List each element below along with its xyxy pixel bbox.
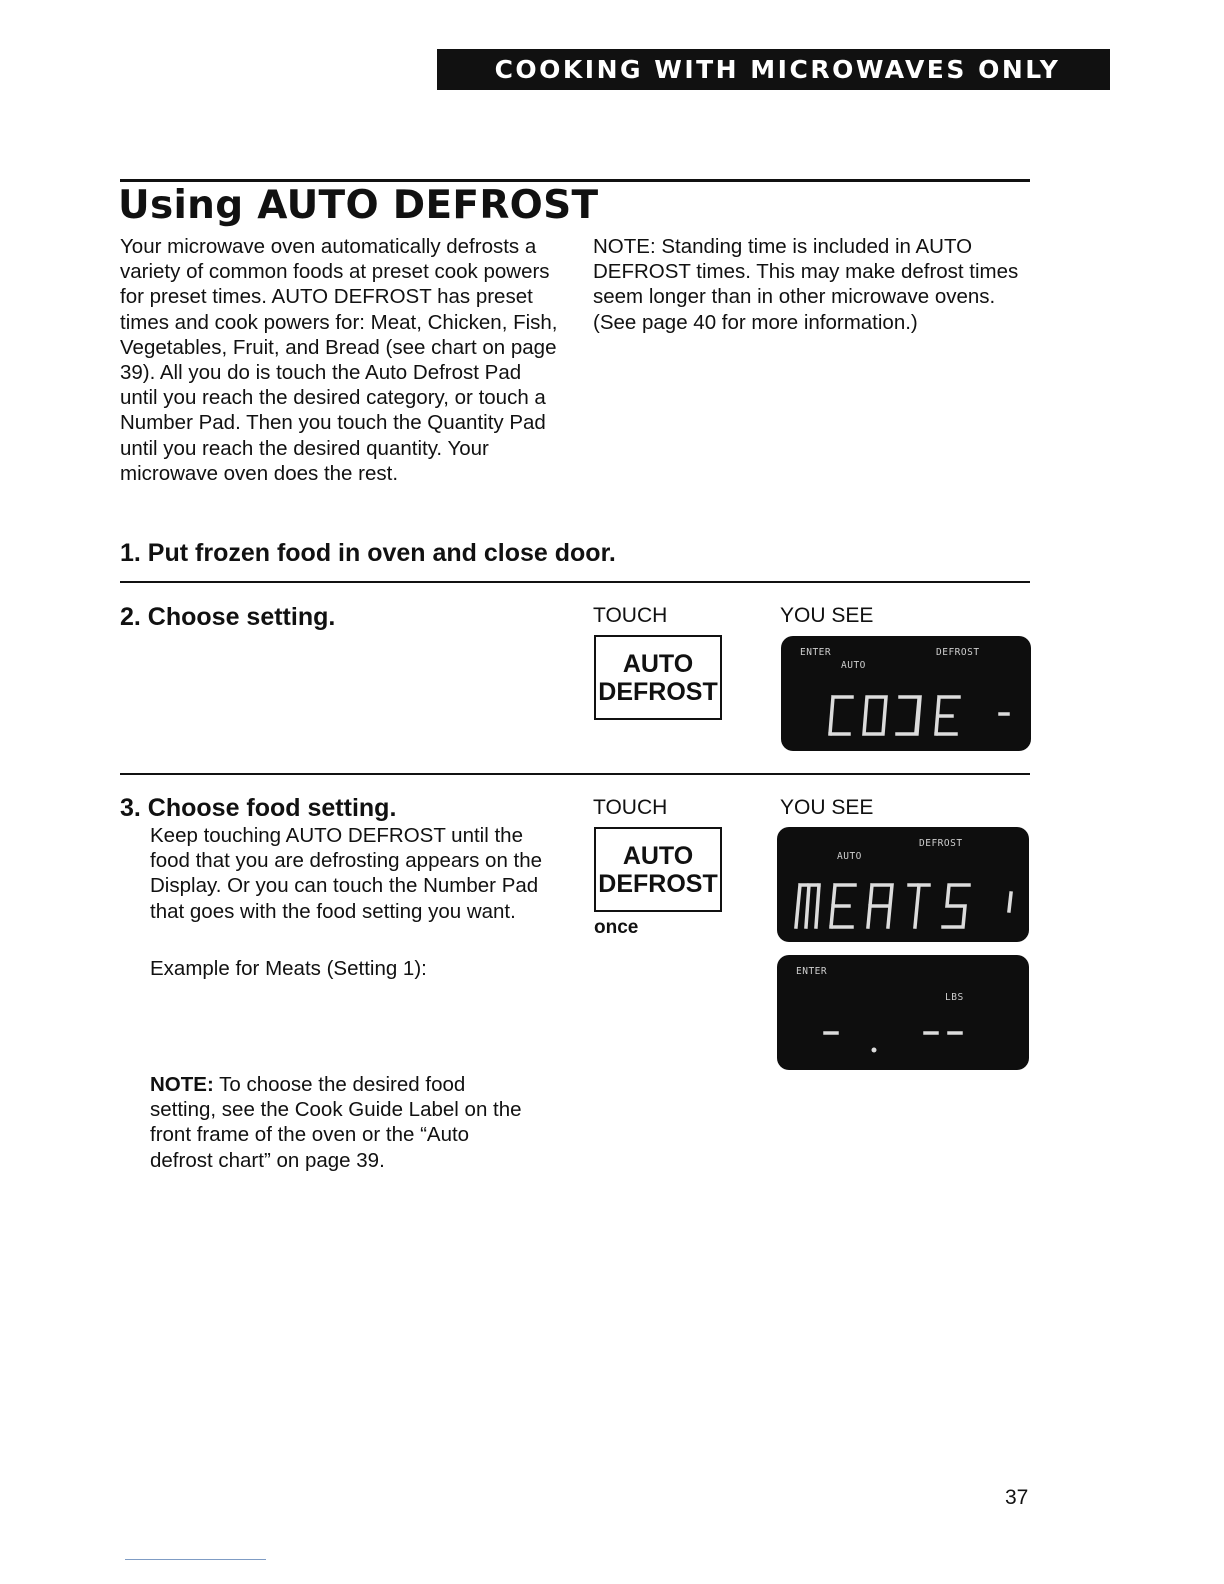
step-3-instructions: Keep touching AUTO DEFROST until the food that you are defrosting appears on the Display. Or you can touch the Number Pad that goes with the food setting you want.	[150, 824, 543, 923]
step-2-you-see-label: YOU SEE	[780, 604, 874, 627]
meats-readout-segments	[777, 827, 1029, 942]
page-title: Using AUTO DEFROST	[118, 183, 599, 228]
indicator-lbs: LBS	[945, 992, 964, 1003]
indicator-auto: AUTO	[837, 851, 862, 862]
quantity-readout-segments	[777, 955, 1029, 1070]
step-3-heading: 3. Choose food setting.	[120, 794, 397, 822]
step-2-touch-label: TOUCH	[593, 604, 668, 627]
section-header-bar	[437, 49, 1110, 90]
food-setting-note	[150, 1072, 530, 1173]
step-3-touch-label: TOUCH	[593, 796, 668, 819]
display-code	[781, 636, 1031, 751]
title-rule	[120, 179, 1030, 182]
step-1-heading: 1. Put frozen food in oven and close door.	[120, 539, 616, 567]
indicator-defrost: DEFROST	[919, 838, 963, 849]
food-setting-note-text: To choose the desired food setting, see the Cook Guide Label on the front frame of the oven or the “Auto defrost chart” on page 39.	[150, 1073, 522, 1172]
section-header-title: COOKING WITH MICROWAVES ONLY	[494, 55, 1061, 84]
indicator-defrost: DEFROST	[936, 647, 980, 658]
display-meats	[777, 827, 1029, 942]
auto-defrost-pad-step3-line2: DEFROST	[598, 869, 718, 898]
indicator-enter: ENTER	[796, 966, 828, 977]
auto-defrost-pad-line2: DEFROST	[598, 677, 718, 706]
indicator-enter: ENTER	[800, 647, 832, 658]
note-text: Standing time is included in AUTO DEFROST times. This may make defrost times seem longer than in other microwave ovens. (See page 40 for more information.)	[593, 235, 1019, 334]
intro-paragraph: Your microwave oven automatically defrosts a variety of common foods at preset cook powers for preset times. AUTO DEFROST has preset times and cook powers for: Meat, Chicken, Fish, Vegetables, Fruit, and Bread (see chart on page 39). All you do is touch the Auto Defrost Pad until you reach the desired category, or touch a Number Pad. Then you touch the Quantity Pad until you reach the desired quantity. Your microwave oven does the rest.	[120, 235, 558, 485]
display-quantity	[777, 955, 1029, 1070]
standing-time-note	[593, 234, 1023, 335]
code-readout-segments	[781, 636, 1031, 751]
auto-defrost-pad-line1: AUTO	[622, 649, 694, 678]
indicator-auto: AUTO	[841, 660, 866, 671]
step-divider-2	[120, 773, 1030, 775]
auto-defrost-pad[interactable]	[594, 635, 722, 720]
step-divider-1	[120, 581, 1030, 583]
page-number: 37	[1005, 1486, 1029, 1509]
food-setting-note-label: NOTE:	[150, 1073, 214, 1096]
footer-line	[125, 1559, 266, 1560]
note-label: NOTE:	[593, 235, 656, 258]
step-2-heading: 2. Choose setting.	[120, 603, 336, 631]
auto-defrost-pad-step3[interactable]	[594, 827, 722, 912]
pad-caption-once: once	[594, 917, 639, 938]
auto-defrost-pad-step3-line1: AUTO	[622, 841, 694, 870]
step-3-example: Example for Meats (Setting 1):	[150, 957, 427, 980]
step-3-you-see-label: YOU SEE	[780, 796, 874, 819]
